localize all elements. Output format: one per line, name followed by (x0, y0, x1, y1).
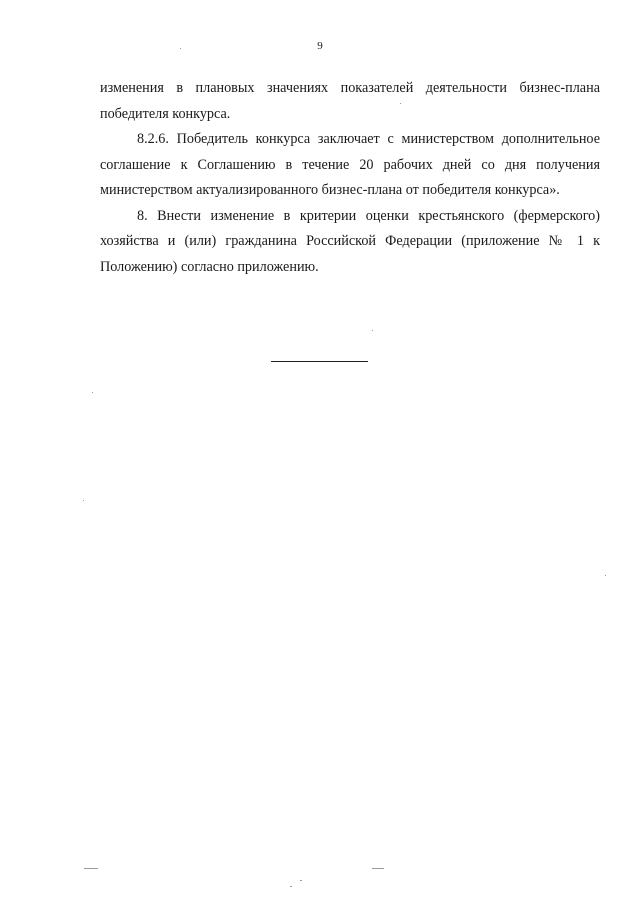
scan-speck (84, 868, 98, 869)
scan-speck (83, 500, 84, 501)
scan-speck (400, 103, 401, 104)
end-separator-line (271, 361, 368, 362)
paragraph-8: 8. Внести изменение в критерии оценки крестьянского (фермерского) хозяйства и (или) гражданина Российской Федерации (приложение № 1 к Положению) согласно приложению. (100, 207, 600, 275)
scan-speck (92, 392, 93, 393)
scan-speck (605, 575, 606, 576)
paragraph-8-2-6: 8.2.6. Победитель конкурса заключает с министерством дополнительное соглашение к Соглашению в течение 20 рабочих дней со дня получения министерством актуализированного бизнес-плана от победителя конкурса». (100, 131, 600, 198)
scan-speck (372, 868, 384, 869)
page-number: 9 (317, 40, 323, 52)
scan-speck (300, 880, 302, 881)
scan-speck (372, 330, 373, 331)
document-body (100, 76, 600, 280)
scan-speck (290, 886, 292, 887)
paragraph-continuation: изменения в плановых значениях показателей деятельности бизнес-плана победителя конкурса. (100, 80, 600, 122)
scan-speck (180, 48, 181, 49)
